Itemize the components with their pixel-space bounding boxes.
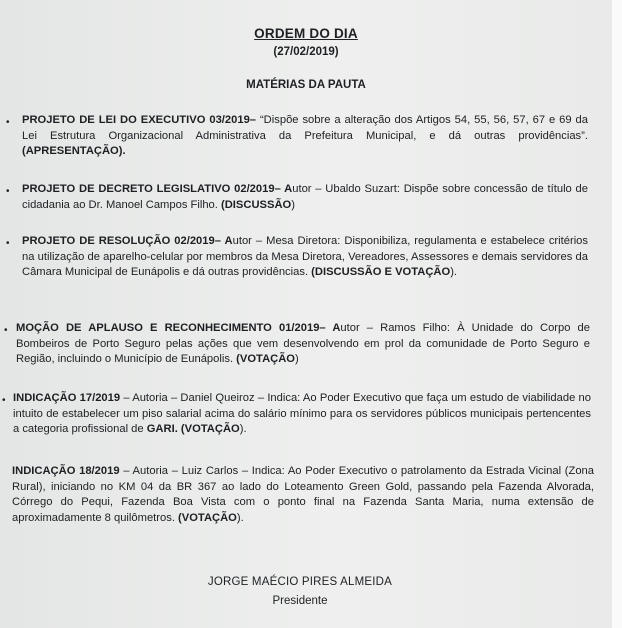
agenda-item: [16, 321, 590, 368]
agenda-item-heading: PROJETO DE DECRETO LEGISLATIVO 02/2019– A: [22, 183, 293, 195]
page-margin: [612, 0, 622, 628]
list-bullet: •: [6, 186, 10, 197]
agenda-item-heading: PROJETO DE RESOLUÇÃO 02/2019– A: [22, 235, 233, 247]
agenda-item-punct: ): [295, 353, 299, 365]
agenda-item-heading: INDICAÇÃO 17/2019: [13, 392, 121, 404]
agenda-item-status: (DISCUSSÃO E VOTAÇÃO: [311, 266, 451, 278]
agenda-item-text: utor – Ubaldo Suzart: Dispõe sobre concessão de título de cidadania ao Dr. Manoel Campos Filho.: [22, 183, 588, 211]
list-bullet: •: [2, 395, 6, 406]
agenda-item: [13, 391, 591, 438]
agenda-item-punct: ).: [236, 511, 244, 524]
document-subtitle: MATÉRIAS DA PAUTA: [246, 79, 366, 91]
agenda-item-status: (APRESENTAÇÃO): [22, 145, 123, 157]
agenda-item-status: (VOTAÇÃO: [236, 353, 296, 365]
document-title: ORDEM DO DIA: [254, 26, 358, 41]
agenda-item-status: (DISCUSSÃO: [221, 198, 292, 211]
agenda-item: [22, 182, 588, 213]
agenda-item-text: utor – Mesa Diretora: Disponibiliza, regulamenta e estabelece critérios na utilização de aparelho-celular por membros da Mesa Diretora, Vereadores, Assessores e demais servidores da Câmara Municipal de Eunápolis e dá outras providências.: [22, 235, 588, 278]
agenda-item-punct: ): [291, 198, 295, 211]
agenda-item-punct: ).: [239, 423, 247, 435]
agenda-item-text: – Autoria – Luiz Carlos – Indica: Ao Poder Executivo o patrolamento da Estrada Vicinal (Zona Rural), iniciando no KM 04 da BR 367 ao lado do Loteamento Green Gold, passando pela Fazenda Alvorada, Córrego do Pequi, Fazenda Boa Vista com o ponto final na Fazenda Santa Maria, numa extensão de aproximadamente 8 quilômetros.: [12, 465, 594, 524]
agenda-item-text: utor – Ramos Filho: À Unidade do Corpo de Bombeiros de Porto Seguro pelas ações que vem desenvolvendo em prol da comunidade de Porto Seguro e Região, incluindo o Município de Eunápolis.: [16, 322, 591, 365]
agenda-item: [22, 113, 588, 160]
agenda-item-status: (VOTAÇÃO: [178, 511, 237, 524]
agenda-item: [22, 234, 588, 281]
agenda-item-text: – Autoria – Daniel Queiroz – Indica: Ao Poder Executivo que faça um estudo de viabilidade no intuito de estabelecer um piso salarial acima do salário mínimo para os servidores públicos municipais pertencentes a categoria profissional de: [13, 392, 591, 435]
agenda-item-heading: INDICAÇÃO 18/2019: [12, 465, 120, 477]
list-bullet: •: [6, 238, 10, 249]
list-bullet: •: [6, 117, 10, 128]
signature-role: Presidente: [272, 595, 328, 607]
agenda-item-heading: PROJETO DE LEI DO EXECUTIVO 03/2019–: [22, 114, 257, 126]
agenda-item-punct: ).: [450, 266, 458, 278]
agenda-item-punct: .: [122, 145, 126, 157]
agenda-item-status: GARI. (VOTAÇÃO: [146, 423, 240, 435]
agenda-item: [12, 464, 594, 526]
signature-name: JORGE MAÉCIO PIRES ALMEIDA: [207, 576, 393, 588]
document-date: (27/02/2019): [273, 46, 339, 58]
list-bullet: •: [4, 325, 8, 336]
agenda-item-text: “Dispõe sobre a alteração dos Artigos 54, 55, 56, 57, 67 e 69 da Lei Estrutura Organizacional Administrativa da Prefeitura Municipal, e dá outras providências”.: [22, 114, 588, 142]
agenda-item-heading: MOÇÃO DE APLAUSO E RECONHECIMENTO 01/2019– A: [16, 322, 341, 334]
